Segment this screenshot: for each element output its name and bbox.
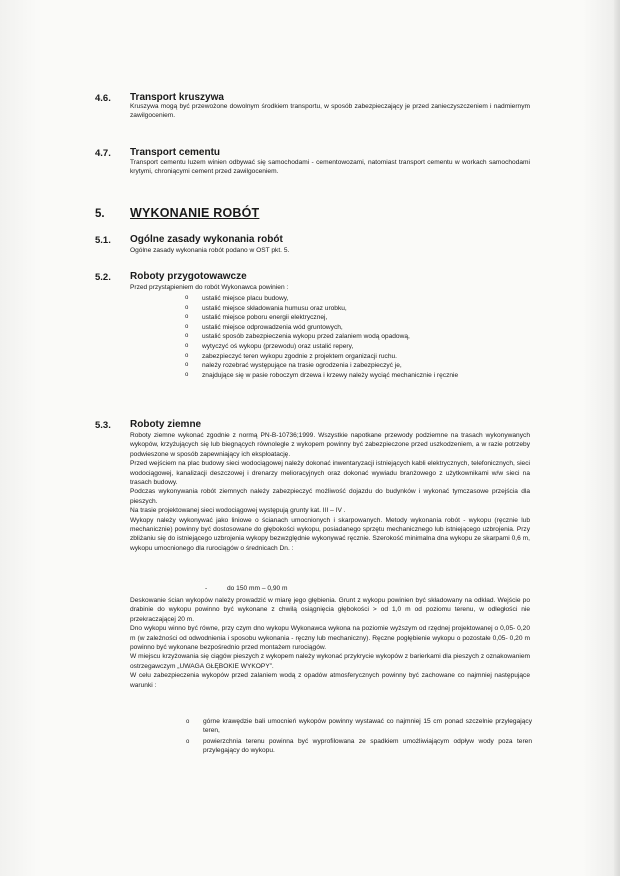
- list-item: o znajdujące się w pasie roboczym drzewa i krzewy należy wyciąć mechanicznie i ręcznie: [185, 371, 515, 381]
- list-item: o ustalić miejsce odprowadzenia wód gruntowych,: [185, 323, 515, 333]
- list-item: o górne krawędzie bali umocnień wykopów powinny wystawać co najmniej 15 cm ponad szczelnie przylegający teren,: [186, 717, 532, 736]
- list-item: o powierzchnia terenu powinna być wyprofilowana ze spadkiem umożliwiającym odpływ wody poza teren przylegający do wykopu.: [186, 737, 532, 756]
- excavation-protection-list: [186, 717, 532, 757]
- paragraph: Dno wykopu winno być równe, przy czym dno wykopu Wykonawca wykona na poziomie wyższym od rzędnej projektowanej o 0,05- 0,20 m (w zależności od odwodnienia i sposobu wykonania - ręczny lub mechaniczny). Ręczne pogłębienie wykopu o pozostałe 0,05- 0,20 m powinno być wykonane bezpośrednio przed montażem rurociągów.: [130, 625, 530, 652]
- paragraph: W miejscu krzyżowania się ciągów pieszych z wykopem należy wykonać przykrycie wykopów z barierkami dla pieszych z oznakowaniem ostrzegawczym „UWAGA GŁĘBOKIE WYKOPY”.: [130, 653, 530, 670]
- paragraph: Przed wejściem na plac budowy sieci wodociągowej należy dokonać inwentaryzacji istniejących kabli elektrycznych, telefonicznych, sieci wodociągowej, kanalizacji deszczowej i drenarzy melioracyjnych oraz dokonać wywiadu branżowego z użytkownikami w/w sieci na trasach budowy.: [130, 460, 530, 487]
- paragraph: Wykopy należy wykonywać jako liniowe o ścianach umocnionych i skarpowanych. Metody wykonania robót - wykopu (ręcznie lub mechanicznie) powinny być dostosowane do głębokości wykopu, posiadanego sprzętu mechanicznego lub istniejącego uzbrojenia. Przy zbliżaniu się do istniejącego uzbrojenia wykopy bezwzględnie wykonywać ręcznie. Szerokość minimalna dna wykopu ze skarpami 0,6 m, wykopu umocnionego dla rurociągów o średnicach Dn. :: [130, 516, 530, 552]
- section-title-roboty-przygotowawcze: Roboty przygotowawcze: [130, 271, 247, 282]
- section-text-transport-kruszywa: Kruszywa mogą być przewożone dowolnym środkiem transportu, w sposób zabezpieczający je przed zanieczyszczeniem i nadmiernym zawilgoceniem.: [130, 103, 530, 120]
- earthworks-text-block-2: [130, 596, 530, 690]
- section-intro-roboty-przygotowawcze: Przed przystąpieniem do robót Wykonawca powinien :: [130, 284, 289, 291]
- paragraph: W celu zabezpieczenia wykopów przed zalaniem wodą z opadów atmosferycznych powinny być zachowane co najmniej następujące warunki :: [130, 672, 530, 689]
- chapter-title-wykonanie-robot: WYKONANIE ROBÓT: [130, 206, 260, 220]
- paragraph: Deskowanie ścian wykopów należy prowadzić w miarę jego głębienia. Grunt z wykopu powinien być składowany na odkład. Wejście po drabinie do wykopu powinno być wykonane z chwilą osiągnięcia głębokości > od 1,0 m od poziomu terenu, w odległości nie przekraczającej 20 m.: [130, 597, 530, 623]
- section-title-roboty-ziemne: Roboty ziemne: [130, 419, 202, 430]
- section-text-transport-cementu: Transport cementu luzem winien odbywać się samochodami - cementowozami, natomiast transport cementu w workach samochodami krytymi, chroniącymi cement przed zawilgoceniem.: [130, 159, 530, 176]
- paragraph: Podczas wykonywania robót ziemnych należy zabezpieczyć możliwość dojazdu do budynków i wykonać tymczasowe przejścia dla pieszych.: [130, 488, 530, 505]
- section-number-5-2: 5.2.: [95, 272, 111, 283]
- list-item: o należy rozebrać występujące na trasie ogrodzenia i zabezpieczyć je,: [185, 361, 515, 371]
- chapter-number-5: 5.: [95, 208, 105, 220]
- preparatory-works-list: [185, 294, 515, 380]
- list-item: o ustalić miejsce placu budowy,: [185, 294, 515, 304]
- section-number-5-1: 5.1.: [95, 235, 111, 246]
- earthworks-text-block-1: [130, 431, 530, 553]
- section-number-4-6: 4.6.: [95, 93, 111, 104]
- list-item: o ustalić miejsce składowania humusu oraz urobku,: [185, 304, 515, 314]
- list-item: o ustalić sposób zabezpieczenia wykopu przed zalaniem wodą opadową,: [185, 332, 515, 342]
- paragraph: Roboty ziemne wykonać zgodnie z normą PN-B-10736;1999. Wszystkie napotkane przewody podziemne na trasach wykonywanych wykopów, krzyżujących się lub biegnących równolegle z wykopem powinny być zabezpieczone przed uszkodzeniem, a w razie potrzeby podwieszone w sposób zapewniający ich eksploatację.: [130, 432, 530, 458]
- page-edge-shadow: [614, 0, 620, 876]
- section-title-transport-cementu: Transport cementu: [130, 147, 221, 158]
- paragraph: Na trasie projektowanej sieci wodociągowej występują grunty kat. III – IV .: [130, 507, 346, 515]
- section-text-ogolne-zasady: Ogólne zasady wykonania robót podano w OST pkt. 5.: [130, 247, 290, 254]
- pipe-diameter-range: do 150 mm – 0,90 m: [227, 585, 288, 592]
- section-title-transport-kruszywa: Transport kruszywa: [130, 92, 224, 103]
- section-number-5-3: 5.3.: [95, 420, 111, 431]
- list-item: o ustalić miejsce poboru energii elektrycznej,: [185, 313, 515, 323]
- section-number-4-7: 4.7.: [95, 148, 111, 159]
- list-item: o wytyczyć oś wykopu (przewodu) oraz ustalić repery,: [185, 342, 515, 352]
- list-item: o zabezpieczyć teren wykopu zgodnie z projektem organizacji ruchu.: [185, 352, 515, 362]
- range-dash: -: [205, 585, 208, 592]
- section-title-ogolne-zasady: Ogólne zasady wykonania robót: [130, 234, 283, 245]
